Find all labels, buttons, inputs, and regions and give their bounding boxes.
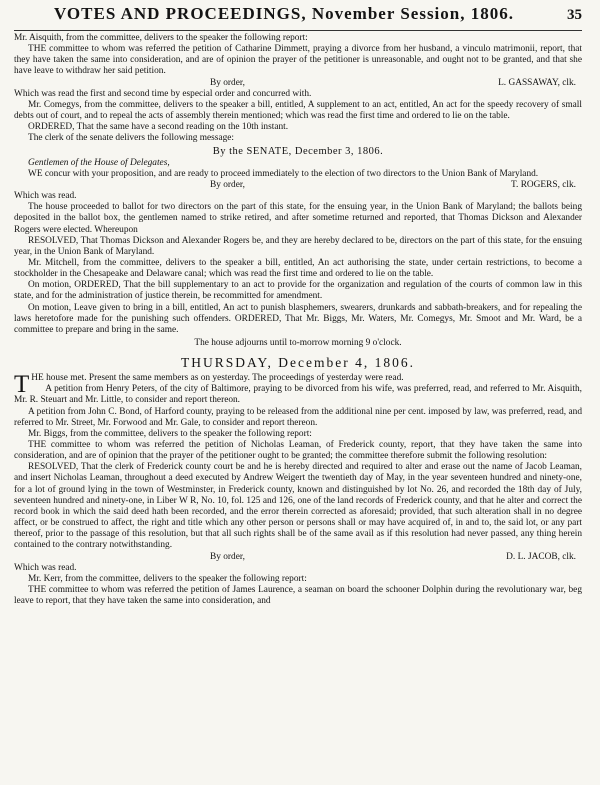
signature-line bbox=[14, 78, 582, 89]
page-number: 35 bbox=[567, 7, 582, 23]
paragraph: RESOLVED, That the clerk of Frederick county court be and he is hereby directed and required to alter and erase out the name of Jacob Leaman, and insert Nicholas Leaman, throughout a deed executed by Andrew Weigert the twentieth day of May, in the year seventeen hundred and ninety-one, for a lot of ground lying in the town of Westminster, in Frederick county, known and distinguished by lot No. 26, and recorded the 18th day of July, seventeen hundred and ninety-one, in Liber W R, No. 10, fol. 125 and 126, one of the land records of Frederick county, and that he alter and correct the record book in which the said deed hath been recorded, and the error therein corrected as aforesaid; provided, that such alteration shall in no degree affect, or be construed to affect, the right and title which any other person or persons shall or may have acquired of, in and to, the said lot, or any part thereof, prior to the passage of this resolution, but that all such rights shall be of the same avail as if this resolution had never passed, any thing herein contained to the contrary notwithstanding. bbox=[14, 462, 582, 551]
paragraph: Mr. Kerr, from the committee, delivers to the speaker the following report: bbox=[28, 573, 307, 584]
paragraph: ORDERED, That the same have a second reading on the 10th instant. bbox=[28, 122, 289, 133]
body-text bbox=[14, 33, 582, 607]
paragraph: THE committee to whom was referred the petition of Catharine Dimmett, praying a divorce from her husband, a vinculo matrimonii, report, that they have taken the same into consideration, and are of opinion the prayer of the petitioner is unreasonable, and ought not to be granted, and that she have leave to withdraw her said petition. bbox=[14, 44, 582, 77]
paragraph: Mr. Mitchell, from the committee, delivers to the speaker a bill, entitled, An act authorising the state, under certain restrictions, to become a stockholder in the Chesapeake and Delaware canal; which was read the first time and ordered to lie on the table. bbox=[14, 257, 582, 280]
clerk-signature: L. GASSAWAY, clk. bbox=[498, 77, 576, 88]
paragraph: A petition from John C. Bond, of Harford county, praying to be released from the additional nine per cent. imposed by law, was preferred, read, and referred to Mr. Street, Mr. Forwood and Mr. Gale, to consider and report thereon. bbox=[14, 406, 582, 428]
day-heading: THURSDAY, December 4, 1806. bbox=[181, 355, 415, 371]
paragraph: Which was read. bbox=[14, 191, 77, 202]
paragraph-text: HE house met. Present the same members as on yesterday. The proceedings of yesterday were read. bbox=[31, 373, 404, 384]
paragraph: THE committee to whom was referred the petition of Nicholas Leaman, of Frederick county, report, that they have taken the same into consideration, and are of opinion that the prayer of the petitioner ought to be granted; the committee therefore submit the following resolution: bbox=[14, 440, 582, 462]
paragraph: A petition from Henry Peters, of the city of Baltimore, praying to be divorced from his wife, was preferred, read, and referred to Mr. Aisquith, Mr. R. Steuart and Mr. Little, to consider and report thereon. bbox=[14, 384, 582, 406]
paragraph: On motion, Leave given to bring in a bill, entitled, An act to punish blasphemers, swearers, drunkards and sabbath-breakers, and for repealing the laws heretofore made for the punishing such offenders. ORDERED, That Mr. Biggs, Mr. Waters, Mr. Comegys, Mr. Smoot and Mr. Ward, be a committee to prepare and bring in the same. bbox=[14, 302, 582, 335]
salutation: Gentlemen of the House of Delegates, bbox=[28, 157, 170, 168]
paragraph: Which was read. bbox=[14, 562, 77, 573]
paragraph: The house proceeded to ballot for two directors on the part of this state, for the ensuing year, in the Union Bank of Maryland; the ballots being deposited in the ballot box, the gentlemen named to strike retired, and after sometime returned and reported, that Thomas Dickson and Alexander Rogers were elected. Whereupon bbox=[14, 202, 582, 235]
signature-line bbox=[14, 180, 582, 191]
signature-line bbox=[14, 552, 582, 563]
by-order-label: By order, bbox=[210, 77, 245, 88]
message-heading: By the SENATE, December 3, 1806. bbox=[212, 145, 384, 157]
paragraph: The clerk of the senate delivers the following message: bbox=[28, 133, 235, 144]
clerk-signature: T. ROGERS, clk. bbox=[511, 179, 576, 190]
paragraph: RESOLVED, That Thomas Dickson and Alexander Rogers be, and they are hereby declared to be, directors on the part of this state, for the ensuing year, in the Union Bank of Maryland. bbox=[14, 235, 582, 257]
paragraph: Which was read the first and second time by especial order and concurred with. bbox=[14, 88, 312, 99]
paragraph: WE concur with your proposition, and are ready to proceed immediately to the election of two directors to the Union Bank of Maryland. bbox=[28, 168, 539, 179]
adjournment-line: The house adjourns until to-morrow morning 9 o'clock. bbox=[194, 338, 402, 349]
drop-cap: T bbox=[14, 371, 30, 399]
by-order-label: By order, bbox=[210, 551, 245, 562]
running-title: VOTES AND PROCEEDINGS, November Session, 1806. bbox=[53, 4, 514, 23]
running-head bbox=[14, 4, 582, 31]
paragraph: Mr. Aisquith, from the committee, delivers to the speaker the following report: bbox=[14, 33, 308, 43]
paragraph: On motion, ORDERED, That the bill supplementary to an act to provide for the organization and regulation of the courts of common law in this state, and for the administration of justice therein, be recommitted for amendment. bbox=[14, 280, 582, 302]
paragraph: THE committee to whom was referred the petition of James Laurence, a seaman on board the schooner Dolphin during the revolutionary war, beg leave to report, that they have taken the same into consideration, and bbox=[14, 585, 582, 607]
clerk-signature: D. L. JACOB, clk. bbox=[506, 551, 576, 562]
paragraph: Mr. Biggs, from the committee, delivers to the speaker the following report: bbox=[28, 428, 312, 439]
by-order-label: By order, bbox=[210, 179, 245, 190]
paragraph: Mr. Comegys, from the committee, delivers to the speaker a bill, entitled, A supplement to an act, entitled, An act for the speedy recovery of small debts out of court, and to repeal the acts of assembly therein mentioned; which was read the first time and ordered to lie on the table. bbox=[14, 99, 582, 122]
